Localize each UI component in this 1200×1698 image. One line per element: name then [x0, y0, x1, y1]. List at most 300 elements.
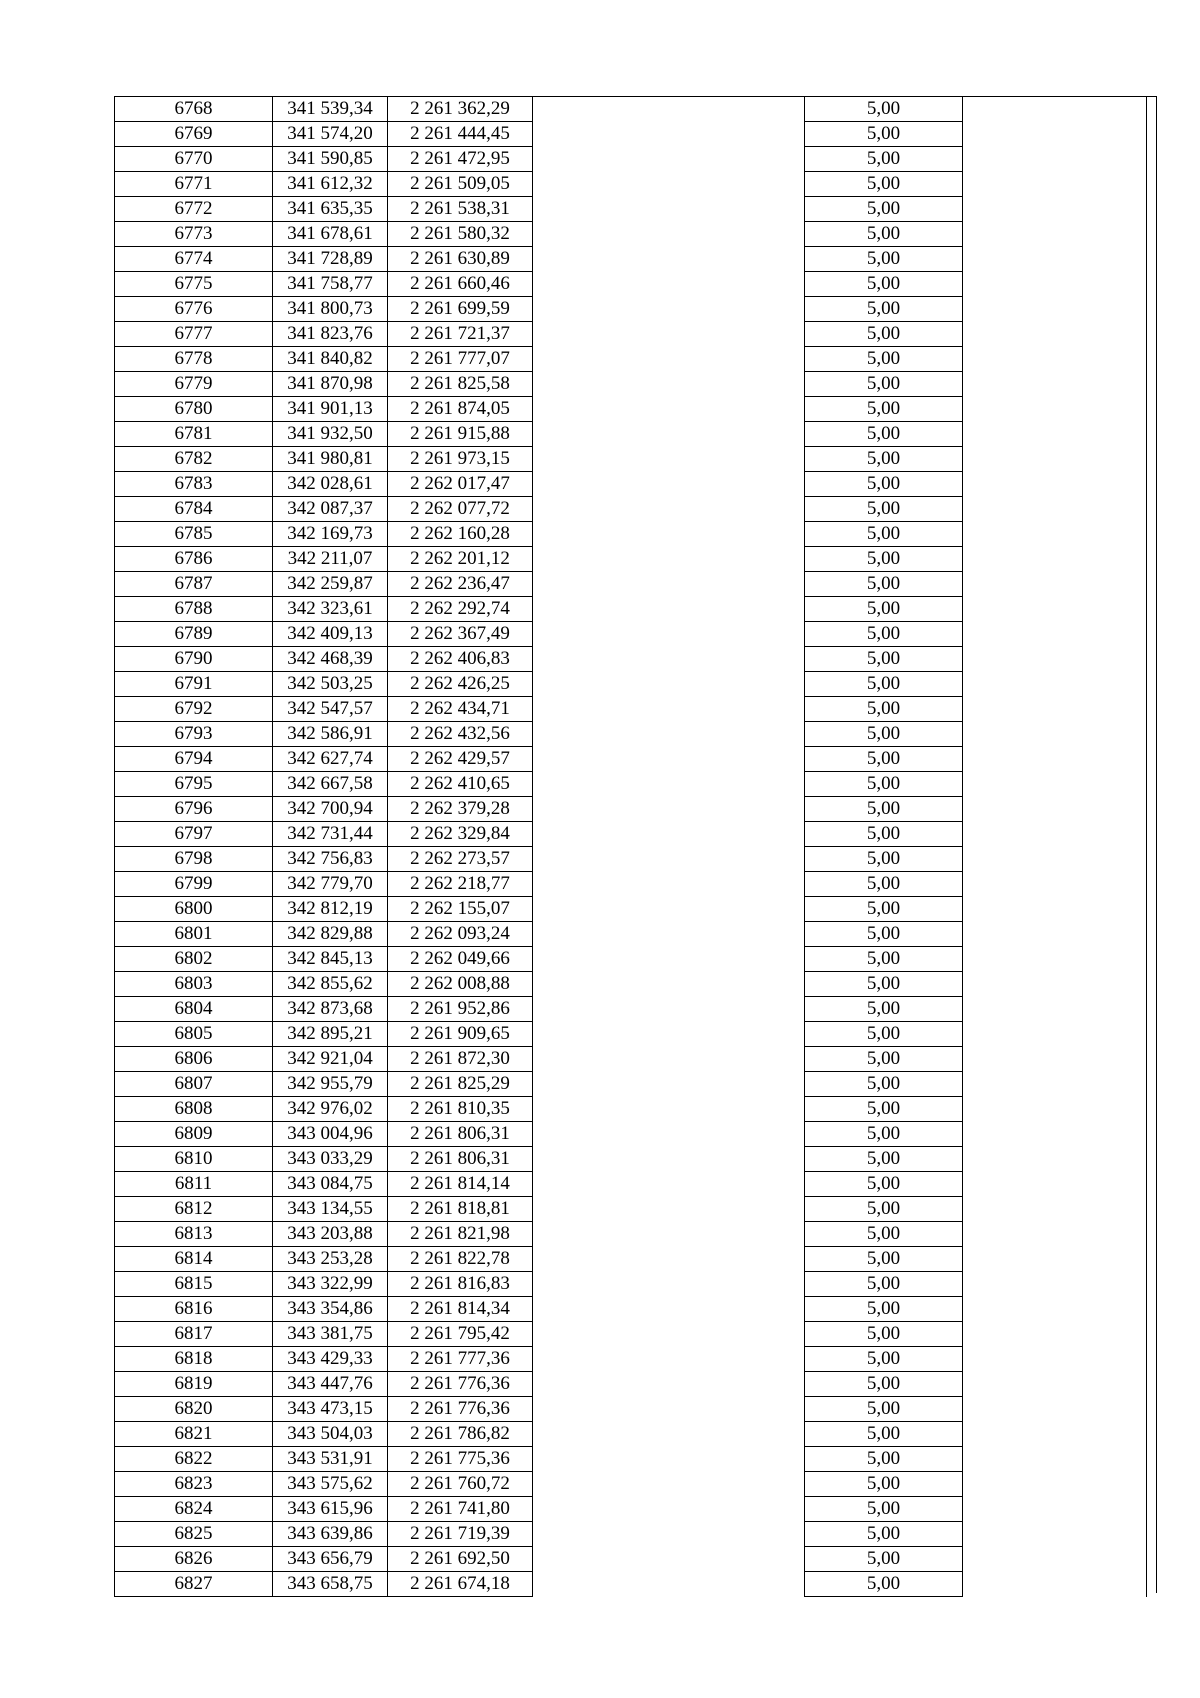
y-coordinate-cell: 2 261 825,29 — [388, 1072, 533, 1097]
table-row — [115, 1247, 1147, 1272]
blank-cell — [533, 672, 805, 697]
blank-cell — [963, 1097, 1147, 1122]
point-number-cell: 6808 — [115, 1097, 273, 1122]
value-cell: 5,00 — [805, 1372, 963, 1397]
value-cell: 5,00 — [805, 672, 963, 697]
x-coordinate-cell: 342 731,44 — [273, 822, 388, 847]
table-row — [115, 897, 1147, 922]
blank-cell — [963, 672, 1147, 697]
value-cell: 5,00 — [805, 872, 963, 897]
y-coordinate-cell: 2 261 719,39 — [388, 1522, 533, 1547]
value-cell: 5,00 — [805, 897, 963, 922]
blank-cell — [963, 1147, 1147, 1172]
point-number-cell: 6821 — [115, 1422, 273, 1447]
y-coordinate-cell: 2 261 777,36 — [388, 1347, 533, 1372]
blank-cell — [963, 572, 1147, 597]
table-row — [115, 1197, 1147, 1222]
y-coordinate-cell: 2 261 580,32 — [388, 222, 533, 247]
table-row — [115, 822, 1147, 847]
value-cell: 5,00 — [805, 1347, 963, 1372]
x-coordinate-cell: 341 932,50 — [273, 422, 388, 447]
table-row — [115, 372, 1147, 397]
point-number-cell: 6814 — [115, 1247, 273, 1272]
blank-cell — [963, 1197, 1147, 1222]
y-coordinate-cell: 2 262 292,74 — [388, 597, 533, 622]
x-coordinate-cell: 342 873,68 — [273, 997, 388, 1022]
blank-cell — [963, 922, 1147, 947]
blank-cell — [963, 1422, 1147, 1447]
x-coordinate-cell: 342 586,91 — [273, 722, 388, 747]
point-number-cell: 6827 — [115, 1572, 273, 1597]
blank-cell — [963, 997, 1147, 1022]
y-coordinate-cell: 2 262 049,66 — [388, 947, 533, 972]
y-coordinate-cell: 2 262 201,12 — [388, 547, 533, 572]
value-cell: 5,00 — [805, 247, 963, 272]
table-row — [115, 1222, 1147, 1247]
table-row — [115, 1172, 1147, 1197]
table-row — [115, 697, 1147, 722]
y-coordinate-cell: 2 261 760,72 — [388, 1472, 533, 1497]
x-coordinate-cell: 342 700,94 — [273, 797, 388, 822]
x-coordinate-cell: 342 087,37 — [273, 497, 388, 522]
blank-cell — [963, 222, 1147, 247]
blank-cell — [533, 97, 805, 122]
y-coordinate-cell: 2 261 630,89 — [388, 247, 533, 272]
point-number-cell: 6804 — [115, 997, 273, 1022]
value-cell: 5,00 — [805, 572, 963, 597]
blank-cell — [533, 772, 805, 797]
blank-cell — [533, 1472, 805, 1497]
y-coordinate-cell: 2 261 915,88 — [388, 422, 533, 447]
value-cell: 5,00 — [805, 272, 963, 297]
x-coordinate-cell: 342 169,73 — [273, 522, 388, 547]
x-coordinate-cell: 342 627,74 — [273, 747, 388, 772]
value-cell: 5,00 — [805, 297, 963, 322]
x-coordinate-cell: 343 656,79 — [273, 1547, 388, 1572]
blank-cell — [963, 397, 1147, 422]
blank-cell — [963, 347, 1147, 372]
blank-cell — [533, 1522, 805, 1547]
blank-cell — [963, 247, 1147, 272]
blank-cell — [533, 222, 805, 247]
y-coordinate-cell: 2 261 786,82 — [388, 1422, 533, 1447]
x-coordinate-cell: 343 381,75 — [273, 1322, 388, 1347]
blank-cell — [533, 647, 805, 672]
point-number-cell: 6792 — [115, 697, 273, 722]
x-coordinate-cell: 343 253,28 — [273, 1247, 388, 1272]
table-row — [115, 747, 1147, 772]
point-number-cell: 6778 — [115, 347, 273, 372]
blank-cell — [533, 1547, 805, 1572]
x-coordinate-cell: 341 870,98 — [273, 372, 388, 397]
table-row — [115, 1447, 1147, 1472]
y-coordinate-cell: 2 261 538,31 — [388, 197, 533, 222]
point-number-cell: 6777 — [115, 322, 273, 347]
y-coordinate-cell: 2 261 741,80 — [388, 1497, 533, 1522]
blank-cell — [963, 522, 1147, 547]
y-coordinate-cell: 2 262 379,28 — [388, 797, 533, 822]
x-coordinate-cell: 341 800,73 — [273, 297, 388, 322]
blank-cell — [963, 97, 1147, 122]
blank-cell — [963, 547, 1147, 572]
point-number-cell: 6781 — [115, 422, 273, 447]
table-row — [115, 997, 1147, 1022]
point-number-cell: 6770 — [115, 147, 273, 172]
x-coordinate-cell: 341 590,85 — [273, 147, 388, 172]
value-cell: 5,00 — [805, 972, 963, 997]
y-coordinate-cell: 2 261 721,37 — [388, 322, 533, 347]
x-coordinate-cell: 343 658,75 — [273, 1572, 388, 1597]
y-coordinate-cell: 2 261 952,86 — [388, 997, 533, 1022]
x-coordinate-cell: 341 574,20 — [273, 122, 388, 147]
blank-cell — [533, 1447, 805, 1472]
point-number-cell: 6805 — [115, 1022, 273, 1047]
point-number-cell: 6788 — [115, 597, 273, 622]
blank-cell — [963, 972, 1147, 997]
blank-cell — [963, 697, 1147, 722]
table-row — [115, 1272, 1147, 1297]
blank-cell — [963, 947, 1147, 972]
table-row — [115, 497, 1147, 522]
y-coordinate-cell: 2 261 821,98 — [388, 1222, 533, 1247]
point-number-cell: 6806 — [115, 1047, 273, 1072]
value-cell: 5,00 — [805, 1172, 963, 1197]
table-row — [115, 1472, 1147, 1497]
y-coordinate-cell: 2 262 406,83 — [388, 647, 533, 672]
point-number-cell: 6802 — [115, 947, 273, 972]
blank-cell — [533, 847, 805, 872]
blank-cell — [963, 1497, 1147, 1522]
y-coordinate-cell: 2 261 909,65 — [388, 1022, 533, 1047]
value-cell: 5,00 — [805, 772, 963, 797]
blank-cell — [533, 972, 805, 997]
table-row — [115, 1072, 1147, 1097]
blank-cell — [533, 1172, 805, 1197]
x-coordinate-cell: 343 429,33 — [273, 1347, 388, 1372]
blank-cell — [533, 572, 805, 597]
value-cell: 5,00 — [805, 1522, 963, 1547]
point-number-cell: 6780 — [115, 397, 273, 422]
point-number-cell: 6823 — [115, 1472, 273, 1497]
point-number-cell: 6826 — [115, 1547, 273, 1572]
x-coordinate-cell: 342 829,88 — [273, 922, 388, 947]
blank-cell — [533, 1072, 805, 1097]
table-row — [115, 797, 1147, 822]
point-number-cell: 6793 — [115, 722, 273, 747]
x-coordinate-cell: 341 823,76 — [273, 322, 388, 347]
point-number-cell: 6820 — [115, 1397, 273, 1422]
x-coordinate-cell: 341 635,35 — [273, 197, 388, 222]
point-number-cell: 6803 — [115, 972, 273, 997]
blank-cell — [963, 472, 1147, 497]
table-row — [115, 1572, 1147, 1597]
coordinates-table — [114, 96, 1147, 1597]
value-cell: 5,00 — [805, 797, 963, 822]
point-number-cell: 6799 — [115, 872, 273, 897]
value-cell: 5,00 — [805, 347, 963, 372]
point-number-cell: 6797 — [115, 822, 273, 847]
point-number-cell: 6810 — [115, 1147, 273, 1172]
x-coordinate-cell: 343 575,62 — [273, 1472, 388, 1497]
table-row — [115, 1147, 1147, 1172]
point-number-cell: 6818 — [115, 1347, 273, 1372]
value-cell: 5,00 — [805, 1397, 963, 1422]
y-coordinate-cell: 2 261 810,35 — [388, 1097, 533, 1122]
table-row — [115, 1322, 1147, 1347]
point-number-cell: 6785 — [115, 522, 273, 547]
value-cell: 5,00 — [805, 622, 963, 647]
y-coordinate-cell: 2 261 674,18 — [388, 1572, 533, 1597]
blank-cell — [533, 547, 805, 572]
table-row — [115, 1347, 1147, 1372]
x-coordinate-cell: 341 539,34 — [273, 97, 388, 122]
point-number-cell: 6812 — [115, 1197, 273, 1222]
y-coordinate-cell: 2 262 432,56 — [388, 722, 533, 747]
blank-cell — [533, 722, 805, 747]
blank-cell — [963, 797, 1147, 822]
y-coordinate-cell: 2 262 434,71 — [388, 697, 533, 722]
table-row — [115, 1372, 1147, 1397]
blank-cell — [533, 122, 805, 147]
table-row — [115, 297, 1147, 322]
x-coordinate-cell: 341 678,61 — [273, 222, 388, 247]
point-number-cell: 6791 — [115, 672, 273, 697]
table-row — [115, 1522, 1147, 1547]
x-coordinate-cell: 342 259,87 — [273, 572, 388, 597]
point-number-cell: 6789 — [115, 622, 273, 647]
table-row — [115, 447, 1147, 472]
blank-cell — [533, 872, 805, 897]
point-number-cell: 6786 — [115, 547, 273, 572]
value-cell: 5,00 — [805, 1222, 963, 1247]
blank-cell — [963, 1272, 1147, 1297]
x-coordinate-cell: 343 134,55 — [273, 1197, 388, 1222]
x-coordinate-cell: 343 203,88 — [273, 1222, 388, 1247]
blank-cell — [533, 1047, 805, 1072]
point-number-cell: 6800 — [115, 897, 273, 922]
x-coordinate-cell: 342 845,13 — [273, 947, 388, 972]
value-cell: 5,00 — [805, 822, 963, 847]
point-number-cell: 6794 — [115, 747, 273, 772]
value-cell: 5,00 — [805, 447, 963, 472]
x-coordinate-cell: 343 615,96 — [273, 1497, 388, 1522]
table-row — [115, 422, 1147, 447]
point-number-cell: 6775 — [115, 272, 273, 297]
y-coordinate-cell: 2 262 329,84 — [388, 822, 533, 847]
value-cell: 5,00 — [805, 847, 963, 872]
x-coordinate-cell: 343 447,76 — [273, 1372, 388, 1397]
table-row — [115, 247, 1147, 272]
x-coordinate-cell: 342 921,04 — [273, 1047, 388, 1072]
blank-cell — [533, 622, 805, 647]
x-coordinate-cell: 341 840,82 — [273, 347, 388, 372]
blank-cell — [533, 897, 805, 922]
y-coordinate-cell: 2 261 822,78 — [388, 1247, 533, 1272]
blank-cell — [963, 1072, 1147, 1097]
y-coordinate-cell: 2 261 472,95 — [388, 147, 533, 172]
blank-cell — [963, 597, 1147, 622]
point-number-cell: 6768 — [115, 97, 273, 122]
value-cell: 5,00 — [805, 1047, 963, 1072]
table-row — [115, 847, 1147, 872]
value-cell: 5,00 — [805, 322, 963, 347]
blank-cell — [963, 722, 1147, 747]
table-row — [115, 1122, 1147, 1147]
x-coordinate-cell: 343 504,03 — [273, 1422, 388, 1447]
blank-cell — [963, 297, 1147, 322]
y-coordinate-cell: 2 261 776,36 — [388, 1372, 533, 1397]
y-coordinate-cell: 2 261 806,31 — [388, 1147, 533, 1172]
blank-cell — [963, 747, 1147, 772]
y-coordinate-cell: 2 261 699,59 — [388, 297, 533, 322]
table-row — [115, 347, 1147, 372]
y-coordinate-cell: 2 261 795,42 — [388, 1322, 533, 1347]
table-row — [115, 1097, 1147, 1122]
blank-cell — [963, 372, 1147, 397]
point-number-cell: 6811 — [115, 1172, 273, 1197]
value-cell: 5,00 — [805, 747, 963, 772]
blank-cell — [533, 297, 805, 322]
blank-cell — [963, 1547, 1147, 1572]
value-cell: 5,00 — [805, 172, 963, 197]
value-cell: 5,00 — [805, 1122, 963, 1147]
blank-cell — [963, 822, 1147, 847]
table-row — [115, 522, 1147, 547]
value-cell: 5,00 — [805, 597, 963, 622]
blank-cell — [533, 1322, 805, 1347]
blank-cell — [963, 847, 1147, 872]
table-row — [115, 1422, 1147, 1447]
blank-cell — [533, 1397, 805, 1422]
blank-cell — [963, 622, 1147, 647]
blank-cell — [963, 147, 1147, 172]
blank-cell — [963, 1122, 1147, 1147]
table-row — [115, 1022, 1147, 1047]
y-coordinate-cell: 2 261 825,58 — [388, 372, 533, 397]
x-coordinate-cell: 341 758,77 — [273, 272, 388, 297]
x-coordinate-cell: 343 354,86 — [273, 1297, 388, 1322]
x-coordinate-cell: 342 667,58 — [273, 772, 388, 797]
value-cell: 5,00 — [805, 1072, 963, 1097]
blank-cell — [533, 1147, 805, 1172]
value-cell: 5,00 — [805, 922, 963, 947]
blank-cell — [963, 122, 1147, 147]
blank-cell — [533, 1572, 805, 1597]
y-coordinate-cell: 2 262 410,65 — [388, 772, 533, 797]
blank-cell — [533, 797, 805, 822]
point-number-cell: 6801 — [115, 922, 273, 947]
point-number-cell: 6798 — [115, 847, 273, 872]
blank-cell — [963, 1372, 1147, 1397]
point-number-cell: 6809 — [115, 1122, 273, 1147]
blank-cell — [963, 322, 1147, 347]
point-number-cell: 6783 — [115, 472, 273, 497]
blank-cell — [533, 1097, 805, 1122]
y-coordinate-cell: 2 262 017,47 — [388, 472, 533, 497]
table-row — [115, 922, 1147, 947]
x-coordinate-cell: 342 323,61 — [273, 597, 388, 622]
table-row — [115, 97, 1147, 122]
blank-cell — [533, 922, 805, 947]
y-coordinate-cell: 2 261 814,34 — [388, 1297, 533, 1322]
blank-cell — [963, 1022, 1147, 1047]
y-coordinate-cell: 2 261 362,29 — [388, 97, 533, 122]
blank-cell — [963, 1172, 1147, 1197]
y-coordinate-cell: 2 261 806,31 — [388, 1122, 533, 1147]
x-coordinate-cell: 343 084,75 — [273, 1172, 388, 1197]
table-row — [115, 772, 1147, 797]
point-number-cell: 6779 — [115, 372, 273, 397]
x-coordinate-cell: 343 004,96 — [273, 1122, 388, 1147]
blank-cell — [533, 472, 805, 497]
blank-cell — [963, 1047, 1147, 1072]
blank-cell — [963, 1222, 1147, 1247]
x-coordinate-cell: 342 547,57 — [273, 697, 388, 722]
y-coordinate-cell: 2 261 509,05 — [388, 172, 533, 197]
x-coordinate-cell: 342 955,79 — [273, 1072, 388, 1097]
point-number-cell: 6776 — [115, 297, 273, 322]
y-coordinate-cell: 2 261 874,05 — [388, 397, 533, 422]
blank-cell — [533, 697, 805, 722]
x-coordinate-cell: 341 980,81 — [273, 447, 388, 472]
blank-cell — [533, 522, 805, 547]
blank-cell — [963, 197, 1147, 222]
y-coordinate-cell: 2 262 236,47 — [388, 572, 533, 597]
blank-cell — [533, 347, 805, 372]
point-number-cell: 6773 — [115, 222, 273, 247]
table-row — [115, 722, 1147, 747]
value-cell: 5,00 — [805, 522, 963, 547]
blank-cell — [533, 372, 805, 397]
blank-cell — [533, 497, 805, 522]
blank-cell — [533, 1222, 805, 1247]
y-coordinate-cell: 2 262 218,77 — [388, 872, 533, 897]
table-top-border — [114, 96, 1157, 97]
x-coordinate-cell: 343 033,29 — [273, 1147, 388, 1172]
blank-cell — [533, 1372, 805, 1397]
blank-cell — [533, 997, 805, 1022]
blank-cell — [963, 872, 1147, 897]
value-cell: 5,00 — [805, 1472, 963, 1497]
y-coordinate-cell: 2 262 429,57 — [388, 747, 533, 772]
blank-cell — [963, 1347, 1147, 1372]
blank-cell — [963, 1247, 1147, 1272]
blank-cell — [533, 747, 805, 772]
blank-cell — [533, 1347, 805, 1372]
point-number-cell: 6784 — [115, 497, 273, 522]
y-coordinate-cell: 2 262 155,07 — [388, 897, 533, 922]
x-coordinate-cell: 342 855,62 — [273, 972, 388, 997]
blank-cell — [533, 947, 805, 972]
value-cell: 5,00 — [805, 222, 963, 247]
blank-cell — [533, 447, 805, 472]
value-cell: 5,00 — [805, 497, 963, 522]
value-cell: 5,00 — [805, 97, 963, 122]
table-row — [115, 1547, 1147, 1572]
table-row — [115, 647, 1147, 672]
blank-cell — [533, 147, 805, 172]
point-number-cell: 6819 — [115, 1372, 273, 1397]
point-number-cell: 6796 — [115, 797, 273, 822]
table-row — [115, 272, 1147, 297]
blank-cell — [963, 497, 1147, 522]
x-coordinate-cell: 342 812,19 — [273, 897, 388, 922]
blank-cell — [963, 772, 1147, 797]
point-number-cell: 6807 — [115, 1072, 273, 1097]
y-coordinate-cell: 2 261 660,46 — [388, 272, 533, 297]
table-row — [115, 1497, 1147, 1522]
point-number-cell: 6813 — [115, 1222, 273, 1247]
